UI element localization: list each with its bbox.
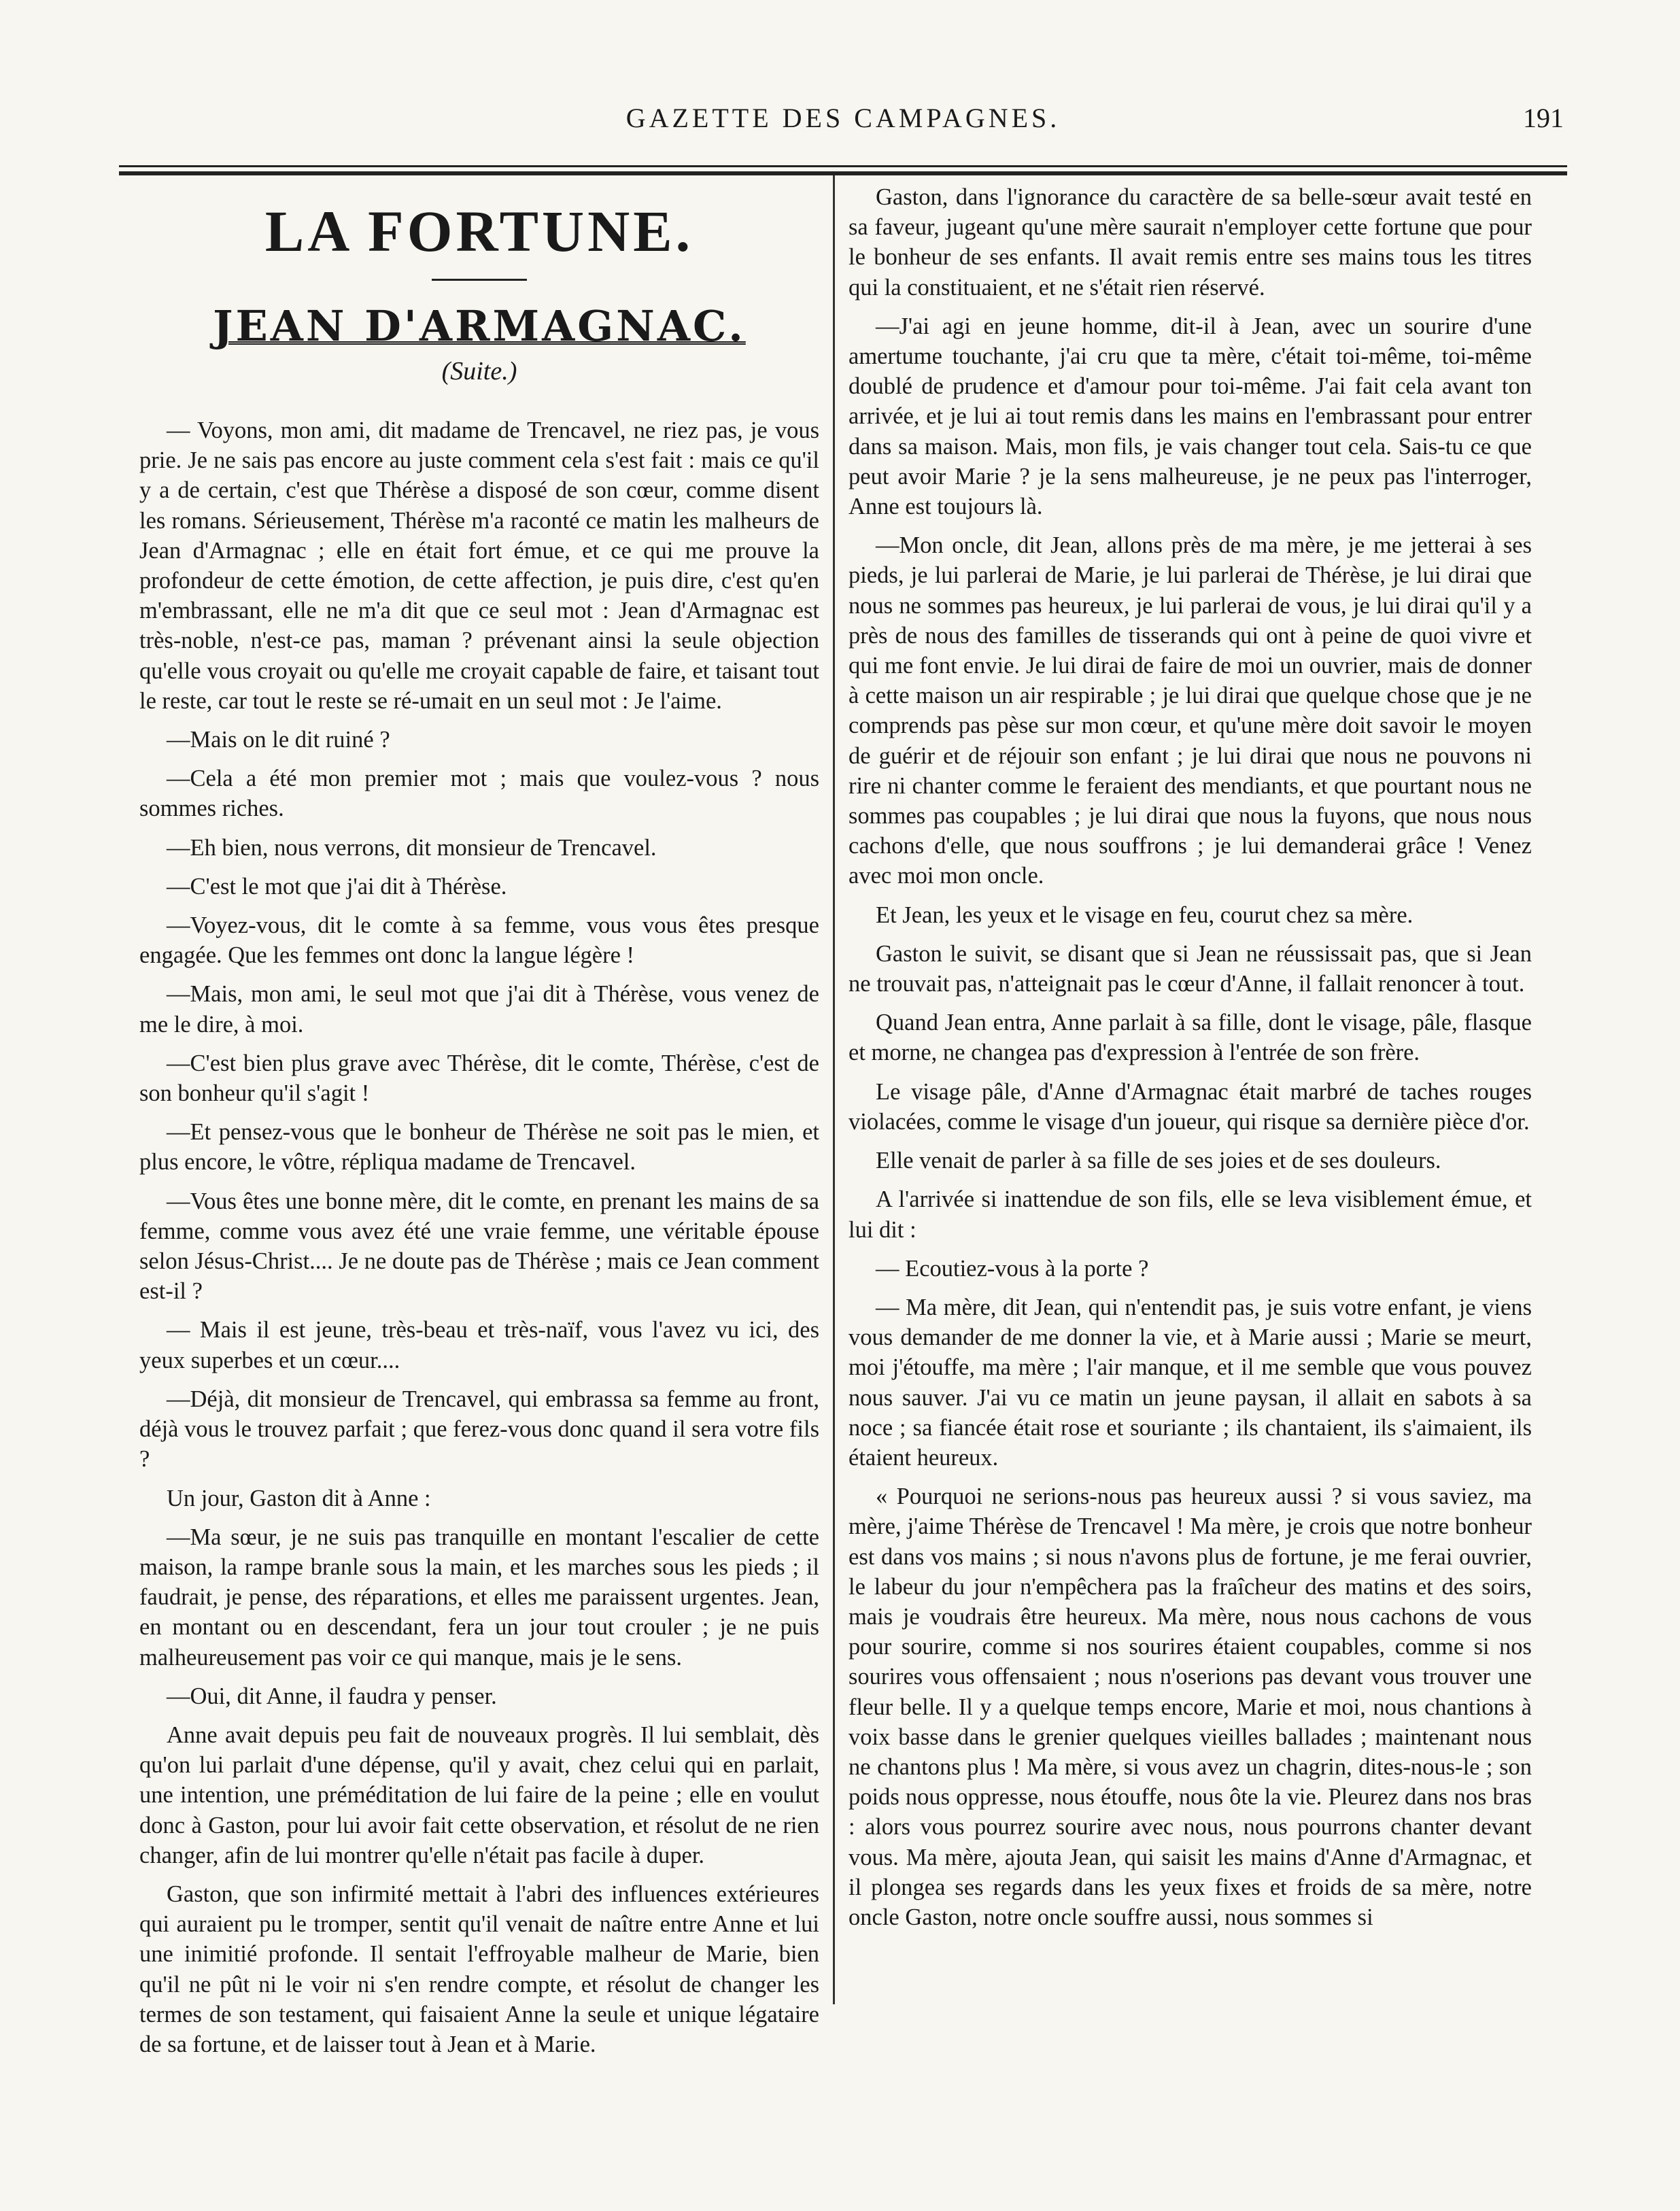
paragraph: —Mais on le dit ruiné ? — [167, 727, 390, 753]
paragraph: — Ecoutiez-vous à la porte ? — [876, 1255, 1149, 1282]
paragraph: — Voyons, mon ami, dit madame de Trencavel, ne riez pas, je vous prie. Je ne sais pas encore au juste comment cela s'est fait : mais ce qu'il y a de certain, c'est que Thérèse a disposé de son cœur, comme disent les romans. Sérieusement, Thérèse m'a raconté ce matin les malheurs de Jean d'Armagnac ; elle en était fort émue, et ce qui me prouve la profondeur de cette émotion, de cette affection, je puis dire, c'est qu'en m'embrassant, elle ne m'a dit que ce seul mot : Jean d'Armagnac est très-noble, n'est-ce pas, maman ? prévenant ainsi la seule objection qu'elle vous croyait ou qu'elle me croyait capable de faire, et taisant tout le reste, car tout le reste se ré-umait en un seul mot : Je l'aime. — [139, 417, 819, 714]
article-subtitle: JEAN D'ARMAGNAC. — [213, 301, 746, 351]
article-title: LA FORTUNE. — [264, 199, 694, 264]
paragraph: — Ma mère, dit Jean, qui n'entendit pas, je suis votre enfant, je viens vous demander de me donner la vie, et à Marie aussi ; Marie se meurt, moi j'étouffe, ma mère ; l'air manque, et il me semble que vous pouvez nous sauver. J'ai vu ce matin un jeune paysan, il allait en sabots à sa noce ; sa fiancée était rose et souriante ; ils chantaient, ils s'aimaient, ils étaient heureux. — [848, 1294, 1532, 1471]
paragraph: Gaston, que son infirmité mettait à l'abri des influences extérieures qui auraient pu le tromper, sentit qu'il venait de naître entre Anne et lui une inimitié profonde. Il sentait l'effroyable malheur de Marie, bien qu'il ne pût ni le voir ni s'en rendre compte, et résolut de changer les termes de son testament, qui faisaient Anne la seule et unique légataire de sa fortune, et de laisser tout à Jean et à Marie. — [139, 1881, 819, 2057]
column-separator — [833, 175, 835, 2004]
title-rule — [432, 279, 527, 281]
paragraph: Elle venait de parler à sa fille de ses joies et de ses douleurs. — [876, 1148, 1441, 1174]
header-rule-thick — [119, 171, 1567, 175]
suite-label: (Suite.) — [441, 357, 517, 385]
paragraph: —Mon oncle, dit Jean, allons près de ma mère, je me jetterai à ses pieds, je lui parlerai de Marie, je lui parlerai de Thérèse, je lui dirai que nous ne sommes pas heureux, je lui parlerai de vous, je lui dirai qu'il y a près de nous des familles de tisserands qui ont à peine de quoi vivre et qui me font envie. Je lui dirai de faire de moi un ouvrier, mais de donner à cette maison un air respirable ; je lui dirai que quelque chose que je ne comprends pas pèse sur mon cœur, et qu'une mère doit savoir le moyen de guérir et de réjouir son enfant ; je lui dirai que nous ne pouvons ni rire ni chanter comme le feraient des mendiants, et que pourtant nous ne sommes pas coupables ; je lui dirai que nous la fuyons, que nous nous cachons d'elle, que nous souffrons ; je lui demanderai grâce ! Venez avec moi mon oncle. — [848, 532, 1532, 889]
running-head: GAZETTE DES CAMPAGNES. — [625, 103, 1061, 133]
paragraph: Gaston le suivit, se disant que si Jean ne réussissait pas, que si Jean ne trouvait pas, n'atteignait pas le cœur d'Anne, il fallait renoncer à tout. — [848, 940, 1532, 997]
paragraph: —Ma sœur, je ne suis pas tranquille en montant l'escalier de cette maison, la rampe branle sous la main, et les marches sous les pieds ; il faudrait, je pense, des réparations, et elles me paraissent urgentes. Jean, en montant ou en descendant, fera un jour tout crouler ; je ne puis malheureusement pas voir ce qui manque, mais je le sens. — [139, 1524, 819, 1670]
page-header — [122, 102, 1564, 143]
paragraph: —Cela a été mon premier mot ; mais que voulez-vous ? nous sommes riches. — [139, 766, 819, 822]
paragraph: —Voyez-vous, dit le comte à sa femme, vous vous êtes presque engagée. Que les femmes ont donc la langue légère ! — [139, 912, 819, 969]
paragraph: —C'est bien plus grave avec Thérèse, dit le comte, Thérèse, c'est de son bonheur qu'il s'agit ! — [139, 1050, 819, 1107]
paragraph: Anne avait depuis peu fait de nouveaux progrès. Il lui semblait, dès qu'on lui parlait d'une dépense, qu'il y avait, chez celui qui en parlait, une intention, une préméditation de lui faire de la peine ; elle en voulut donc à Gaston, pour lui avoir fait cette observation, et résolut de ne rien changer, afin de lui montrer qu'elle n'était pas facile à duper. — [139, 1721, 819, 1868]
paragraph: — Mais il est jeune, très-beau et très-naïf, vous l'avez vu ici, des yeux superbes et un cœur.... — [139, 1317, 819, 1373]
paragraph: —Déjà, dit monsieur de Trencavel, qui embrassa sa femme au front, déjà vous le trouvez parfait ; que ferez-vous donc quand il sera votre fils ? — [139, 1386, 819, 1473]
paragraph: —Eh bien, nous verrons, dit monsieur de Trencavel. — [167, 834, 657, 861]
right-column — [848, 182, 1532, 1932]
left-column — [139, 182, 819, 2059]
paragraph: Gaston, dans l'ignorance du caractère de sa belle-sœur avait testé en sa faveur, jugeant qu'une mère saurait n'employer cette fortune que pour le bonheur de ses enfants. Il avait remis entre ses mains tous les titres qui la constituaient, et ne s'était rien réservé. — [848, 184, 1532, 301]
paragraph: —C'est le mot que j'ai dit à Thérèse. — [167, 873, 507, 899]
paragraph: Quand Jean entra, Anne parlait à sa fille, dont le visage, pâle, flasque et morne, ne changea pas d'expression à l'entrée de son frère. — [848, 1010, 1532, 1066]
paragraph: —Mais, mon ami, le seul mot que j'ai dit à Thérèse, vous venez de me le dire, à moi. — [139, 981, 819, 1038]
paragraph: —Et pensez-vous que le bonheur de Thérèse ne soit pas le mien, et plus encore, le vôtre, répliqua madame de Trencavel. — [139, 1119, 819, 1176]
paragraph: A l'arrivée si inattendue de son fils, elle se leva visiblement émue, et lui dit : — [848, 1186, 1532, 1243]
paragraph: Le visage pâle, d'Anne d'Armagnac était marbré de taches rouges violacées, comme le visage d'un joueur, qui risque sa dernière pièce d'or. — [848, 1078, 1532, 1135]
paragraph: —Vous êtes une bonne mère, dit le comte, en prenant les mains de sa femme, comme vous avez été une vraie femme, une véritable épouse selon Jésus-Christ.... Je ne doute pas de Thérèse ; mais ce Jean comment est-il ? — [139, 1188, 819, 1305]
page-number: 191 — [1523, 103, 1564, 133]
paragraph: —J'ai agi en jeune homme, dit-il à Jean, avec un sourire d'une amertume touchante, j'ai cru que ta mère, c'était toi-même, toi-même doublé de prudence et d'amour pour toi-même. J'ai fait cela avant ton arrivée, et je lui ai tout remis dans les mains en l'embrassant pour entrer dans sa maison. Mais, mon fils, je vais changer tout cela. Sais-tu ce que peut avoir Marie ? je la sens malheureuse, je ne peux pas l'interroger, Anne est toujours là. — [848, 313, 1532, 520]
paragraph: Un jour, Gaston dit à Anne : — [167, 1485, 431, 1511]
paragraph: Et Jean, les yeux et le visage en feu, courut chez sa mère. — [876, 902, 1413, 928]
paragraph: —Oui, dit Anne, il faudra y penser. — [167, 1683, 497, 1709]
paragraph: « Pourquoi ne serions-nous pas heureux aussi ? si vous saviez, ma mère, j'aime Thérèse de Trencavel ! Ma mère, je crois que notre bonheur est dans vos mains ; si nous n'avons plus de fortune, je me ferai ouvrier, le labeur du jour n'empêchera pas la fraîcheur des matins et des soirs, mais je voudrais être heureux. Ma mère, nous nous cachons de vous pour sourire, comme si nos sourires étaient coupables, comme si nos sourires vous offensaient ; nous n'oserions pas devant vous trouver une fleur belle. Il y a quelque temps encore, Marie et moi, nous chantions à voix basse dans le grenier quelques vieilles ballades ; maintenant nous ne chantons plus ! Ma mère, si vous avez un chagrin, dites-nous-le ; son poids nous oppresse, nous étouffe, nous ôte la vie. Pleurez dans nos bras : alors vous pourrez sourire avec nous, nous pourrons chanter devant vous. Ma mère, ajouta Jean, qui saisit les mains d'Anne d'Armagnac, et il plongea ses regards dans les yeux fixes et froids de sa mère, notre oncle Gaston, notre oncle souffre aussi, nous sommes si — [848, 1484, 1532, 1930]
header-rule — [119, 165, 1567, 167]
